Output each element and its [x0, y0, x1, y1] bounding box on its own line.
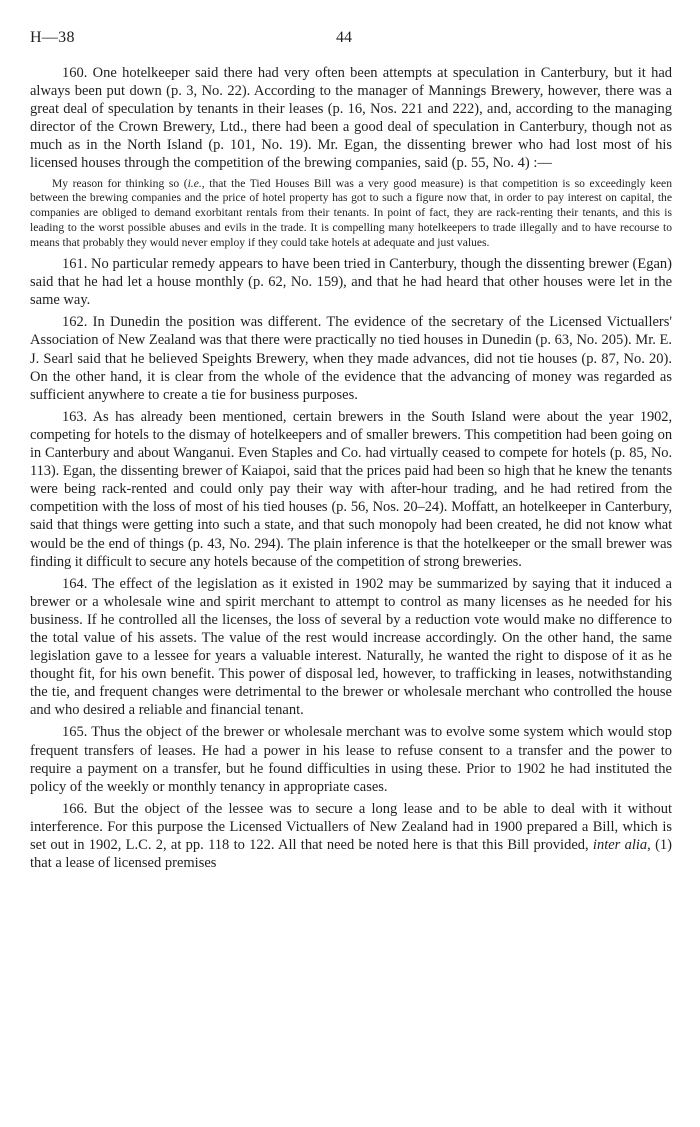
paragraph-162: 162. In Dunedin the position was different. The evidence of the secretary of the Licensed Victuallers' Association of New Zealand was that there were practically no tied houses in Dunedin (p. 63, No. 205). Mr. E. J. Searl said that he believed Speights Brewery, when they made advances, did not tie houses (p. 87, No. 20). On the other hand, it is clear from the whole of the evidence that the advancing of money was regarded as sufficient anywhere to create a tie for business purposes.	[30, 314, 672, 403]
quote-text-after: , that the Tied Houses Bill was a very good measure) is that competition is so exceedingly keen between the brewing companies and the price of hotel property has got to such a figure now that, in order to pay interest on capital, the companies are obliged to demand exorbitant rentals from their tenants. In point of fact, they are rack-renting their tenants, and this is leading to the worst possible abuses and evils in the trade. It is compelling many hotelkeepers to trade illegally and to have recourse to means that probably they would never employ if they could take hotels at adequate and just values.	[30, 176, 672, 250]
paragraph-163: 163. As has already been mentioned, certain brewers in the South Island were about the year 1902, competing for hotels to the dismay of hotelkeepers and of smaller brewers. This competition had been going on in Canterbury and about Wanganui. Even Staples and Co. had virtually ceased to compete for hotels (p. 85, No. 113). Egan, the dissenting brewer of Kaiapoi, said that the prices paid had been so high that he knew the tenants were being rack-rented and could only pay their way with after-hour trading, and he had retired from the competition with the loss of most of his tied houses (p. 56, Nos. 20–24). Moffatt, an hotelkeeper in Canterbury, said that things were getting into such a state, and that such monopoly had been created, he did not know what would be the end of things (p. 43, No. 294). The plain inference is that the hotelkeeper or the small brewer was finding it difficult to secure any hotels because of the competition of strong breweries.	[30, 408, 672, 570]
paragraph-166-text-after: , (1) that a lease of licensed premises	[30, 837, 672, 872]
paragraph-164: 164. The effect of the legislation as it existed in 1902 may be summarized by saying that it induced a brewer or a wholesale wine and spirit merchant to attempt to control as many licenses as he needed for his business. If he controlled all the licenses, the loss of several by a reduction vote would make no difference to the total value of his assets. The value of the rest would increase accordingly. On the other hand, the same legislation gave to a lessee for years a valuable interest. Naturally, he wanted the right to dispose of it as he thought fit, for his own benefit. This power of disposal led, however, to trafficking in leases, notwithstanding the tie, and frequent changes were detrimental to the brewer or wholesale merchant who controlled the house and who desired a reliable and financial tenant.	[30, 575, 672, 719]
quote-text-before: My reason for thinking so (	[52, 176, 188, 190]
paragraph-161: 161. No particular remedy appears to have been tried in Canterbury, though the dissenting brewer (Egan) said that he had let a house monthly (p. 62, No. 159), and that he had heard that other houses were let in the same way.	[30, 256, 672, 309]
paragraph-160: 160. One hotelkeeper said there had very often been attempts at speculation in Canterbury, but it had always been put down (p. 3, No. 22). According to the manager of Mannings Brewery, however, there was a great deal of speculation by tenants in their leases (p. 16, Nos. 221 and 222), and, according to the managing director of the Crown Brewery, Ltd., there had been a good deal of speculation in Canterbury, though not as much as in the North Island (p. 101, No. 19). Mr. Egan, the dissenting brewer who had lost most of his licensed houses through the competition of the brewing companies, said (p. 55, No. 4) :—	[30, 65, 672, 172]
paragraph-166	[30, 800, 672, 872]
document-body	[30, 64, 672, 876]
document-reference: H—38	[30, 29, 75, 46]
paragraph-166-text-before: 166. But the object of the lessee was to secure a long lease and to be able to deal with it without interference. For this purpose the Licensed Victuallers of New Zealand had in 1900 prepared a Bill, which is set out in 1902, L.C. 2, at pp. 118 to 122. All that need be noted here is that this Bill provided,	[30, 800, 672, 853]
paragraph-166-text-italic: inter alia	[592, 837, 648, 853]
quote-text-italic: i.e.	[187, 176, 202, 190]
page-number: 44	[336, 29, 352, 46]
paragraph-165: 165. Thus the object of the brewer or wholesale merchant was to evolve some system which would stop frequent transfers of leases. He had a power in his lease to refuse consent to a transfer and the power to require a payment on a transfer, but he found difficulties in using these. Prior to 1902 he had instituted the policy of the weekly or monthly tenancy in appropriate cases.	[30, 724, 672, 795]
block-quote	[30, 177, 672, 252]
